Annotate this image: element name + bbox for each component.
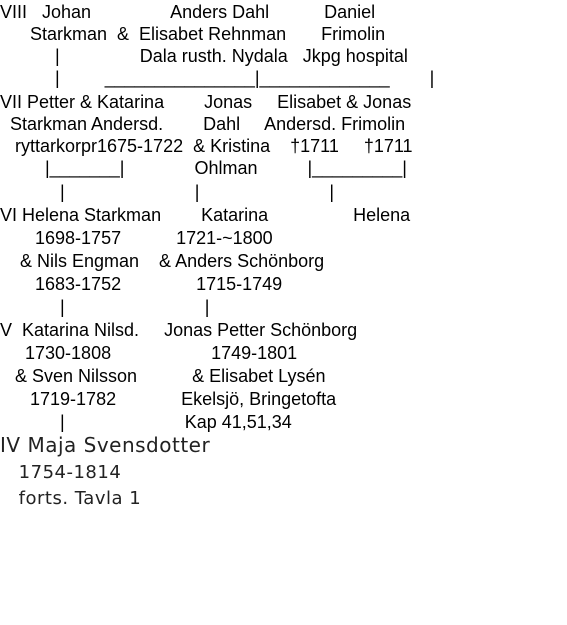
chart-line-12: & Nils Engman & Anders Schönborg bbox=[0, 251, 325, 271]
chart-line-8: |_______| Ohlman |_________| bbox=[0, 158, 407, 178]
chart-line-14: | | bbox=[0, 297, 210, 317]
chart-line-16: 1730-1808 1749-1801 bbox=[0, 343, 298, 363]
chart-line-17: & Sven Nilsson & Elisabet Lysén bbox=[0, 366, 326, 386]
chart-line-1: VIII Johan Anders Dahl Daniel bbox=[0, 2, 376, 22]
chart-line-2: Starkman & Elisabet Rehnman Frimolin bbox=[0, 24, 386, 44]
chart-line-13: 1683-1752 1715-1749 bbox=[0, 274, 283, 294]
chart-line-15: V Katarina Nilsd. Jonas Petter Schönborg bbox=[0, 320, 358, 340]
footer-line-1: IV Maja Svensdotter bbox=[0, 433, 211, 457]
chart-line-4: | _______________|_____________ | bbox=[0, 68, 435, 88]
footer-line-2: 1754-1814 bbox=[0, 462, 122, 483]
chart-line-6: Starkman Andersd. Dahl Andersd. Frimolin bbox=[0, 114, 406, 134]
chart-line-7: ryttarkorpr1675-1722 & Kristina †1711 †1711 bbox=[0, 136, 413, 156]
chart-line-5: VII Petter & Katarina Jonas Elisabet & Jonas bbox=[0, 92, 412, 112]
chart-line-19: | Kap 41,51,34 bbox=[0, 412, 292, 432]
chart-line-3: | Dala rusth. Nydala Jkpg hospital bbox=[0, 46, 408, 66]
footer-line-3: forts. Tavla 1 bbox=[0, 488, 142, 509]
chart-line-10: VI Helena Starkman Katarina Helena bbox=[0, 205, 411, 225]
chart-line-11: 1698-1757 1721-~1800 bbox=[0, 228, 273, 248]
chart-line-9: | | | bbox=[0, 182, 335, 202]
chart-line-18: 1719-1782 Ekelsjö, Bringetofta bbox=[0, 389, 337, 409]
